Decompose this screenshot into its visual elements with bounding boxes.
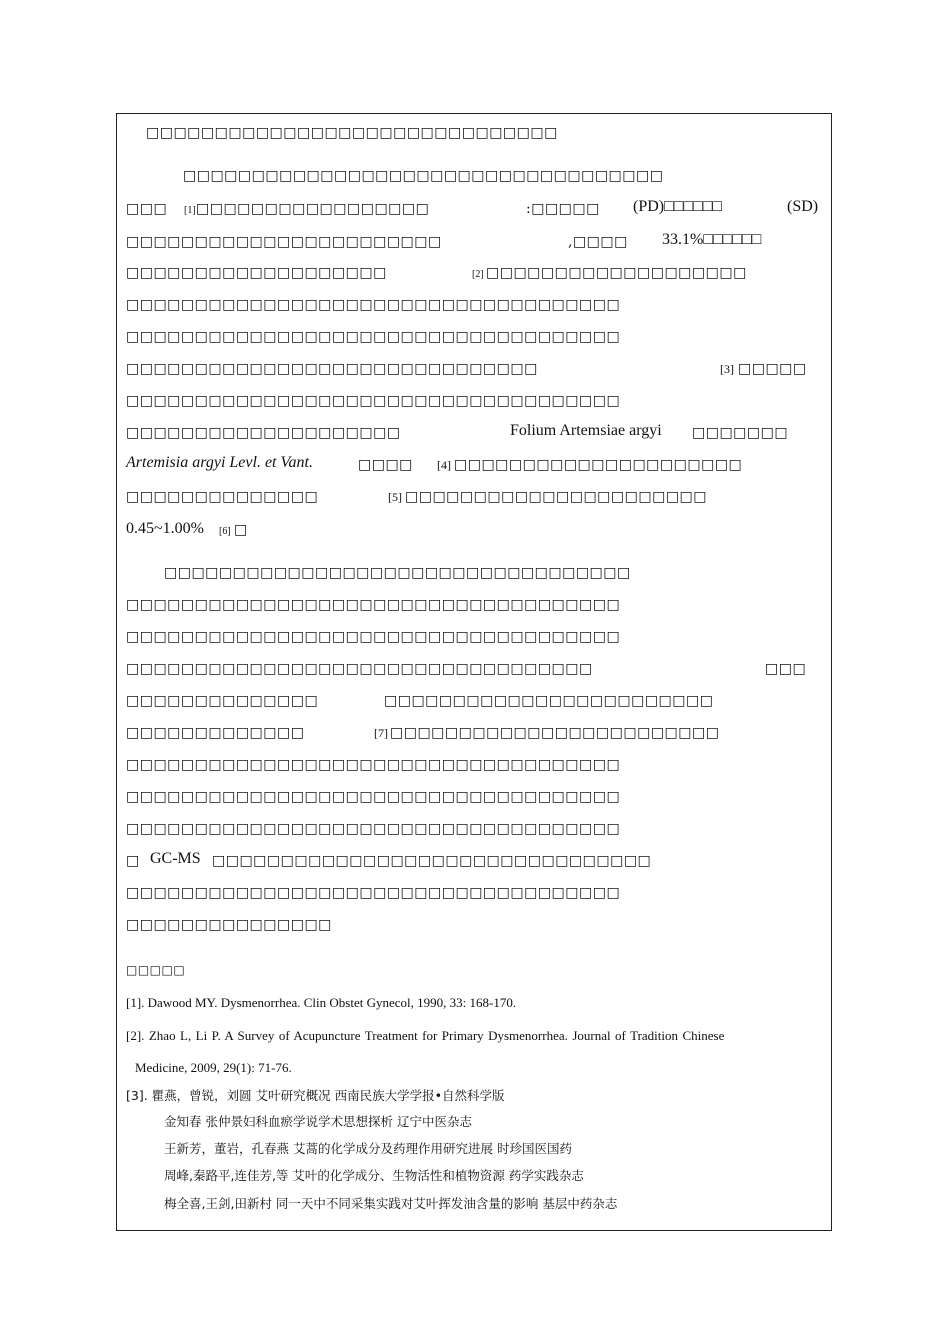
reference-item: [1]. Dawood MY. Dysmenorrhea. Clin Obstet Gynecol, 1990, 33: 168-170. <box>126 995 517 1010</box>
reference-item: 周峰,秦路平,连佳芳,等 艾叶的化学成分、生物活性和植物资源 药学实践杂志 <box>164 1168 584 1183</box>
body-line: 0.45~1.00% <box>126 520 204 537</box>
body-line: □□□□□□□□□□□□□□□ <box>126 917 332 933</box>
body-line: □□□□□□□□□□□□□□ <box>126 489 319 505</box>
citation-ref: [7] <box>374 726 388 740</box>
reference-item: [3]. 瞿燕，曾锐，刘圆 艾叶研究概况 西南民族大学学报•自然科学版 <box>126 1088 505 1103</box>
latin-name: Folium Artemsiae argyi <box>510 422 662 439</box>
citation-ref: [1] <box>184 205 196 216</box>
body-line: □□□□ <box>358 457 413 473</box>
body-line: □□□□□□□□□□□□□□□□□□□ <box>126 265 387 281</box>
citation-ref: [5] <box>388 490 402 504</box>
references-heading: □□□□□ <box>126 963 186 977</box>
body-line: □□□ <box>126 201 168 217</box>
reference-item: Medicine, 2009, 29(1): 71-76. <box>135 1060 292 1075</box>
body-line: □□□□□□□□□□□□□□□□□□□□□□ <box>405 489 708 505</box>
body-line: □□□□□□□□□□□□□□□□□□□□□□□□□□□□□□□□□□□ <box>183 168 664 184</box>
body-line: □□□□□□□□□□□□□ <box>126 725 305 741</box>
body-line: □□□□□□□□□□□□□□□□□ <box>196 201 430 217</box>
latin-name: Artemisia argyi Levl. et Vant. <box>126 454 313 471</box>
citation-ref: [2] <box>472 269 484 280</box>
reference-item: 王新芳，董岩，孔春燕 艾蒿的化学成分及药理作用研究进展 时珍国医国药 <box>164 1141 572 1156</box>
body-line: (SD) <box>787 198 819 215</box>
body-line: □□□□□□□□□□□□□□□□□□□□□□□□□□□□□□□□□□□□ <box>126 629 621 645</box>
body-line: □□□□□□□□□□□□□□□□□□□□□□□□□□□□□□□□□□□□ <box>126 329 621 345</box>
body-line: □□□□□□□□□□□□□□□□□□□ <box>486 265 747 281</box>
body-line: □□□□□□□□□□□□□□□□□□□□□□□□□□□□□□□□□□□□ <box>126 393 621 409</box>
body-line: □□□□□□□□□□□□□□□□□□□□□□□□□□□□□□□□□□□□ <box>126 597 621 613</box>
body-line: □□□□□□□□□□□□□□□□□□□□□□□□□□□□□□ <box>126 361 538 377</box>
body-line: ,□□□□ <box>568 234 628 250</box>
body-line: □□□□□ <box>738 361 807 377</box>
body-line: □□□□□□□□□□□□□□□□□□□□□□□□□□□□□□□□□□ <box>164 565 631 581</box>
body-line: 33.1%□□□□□□ <box>662 231 762 248</box>
body-line: □□□□□□□□□□□□□□□□□□□□□□□□□□□□□□□□□□□□ <box>126 885 621 901</box>
reference-item: 金知春 张仲景妇科血瘀学说学术思想探析 辽宁中医杂志 <box>164 1114 472 1129</box>
body-line: □□□□□□□ <box>692 425 789 441</box>
body-line: (PD)□□□□□□ <box>633 198 723 215</box>
body-line: □□□□□□□□□□□□□□ <box>126 693 319 709</box>
body-line: □□□□□□□□□□□□□□□□□□□□□□□□ <box>390 725 720 741</box>
body-line: :□□□□□ <box>526 201 600 217</box>
reference-item: [2]. Zhao L, Li P. A Survey of Acupuncture Treatment for Primary Dysmenorrhea. Journal of Tradition Chinese <box>126 1028 725 1043</box>
body-line: □□□□□□□□□□□□□□□□□□□□□□□□□□□□□□□□□□□□ <box>126 757 621 773</box>
citation-ref: [4] <box>437 458 451 472</box>
body-line: □□□□□□□□□□□□□□□□□□□□□□□□□□□□□□ <box>146 125 558 141</box>
body-line: □□□□□□□□□□□□□□□□□□□□□ <box>454 457 743 473</box>
body-line: □□□□□□□□□□□□□□□□□□□□□□□ <box>126 234 442 250</box>
body-line: □□□□□□□□□□□□□□□□□□□□□□□□□□□□□□□□□□□□ <box>126 789 621 805</box>
citation-ref: [6] <box>219 526 231 537</box>
body-line: □□□□□□□□□□□□□□□□□□□□□□□□□□□□□□□□□□□□ <box>126 297 621 313</box>
body-line: □ <box>126 853 140 869</box>
citation-ref: [3] <box>720 362 734 376</box>
body-line: □□□□□□□□□□□□□□□□□□□□□□□□□□□□□□□□ <box>212 853 652 869</box>
body-line: □ <box>234 522 248 538</box>
body-line: GC-MS <box>150 850 201 867</box>
body-line: □□□□□□□□□□□□□□□□□□□□□□□□ <box>384 693 714 709</box>
body-line: □□□□□□□□□□□□□□□□□□□□□□□□□□□□□□□□□□□□ <box>126 821 621 837</box>
body-line: □□□□□□□□□□□□□□□□□□□□□□□□□□□□□□□□□□ <box>126 661 593 677</box>
reference-item: 梅全喜,王剑,田新村 同一天中不同采集实践对艾叶挥发油含量的影响 基层中药杂志 <box>164 1196 618 1211</box>
body-line: □□□□□□□□□□□□□□□□□□□□ <box>126 425 401 441</box>
body-line: □□□ <box>765 661 807 677</box>
